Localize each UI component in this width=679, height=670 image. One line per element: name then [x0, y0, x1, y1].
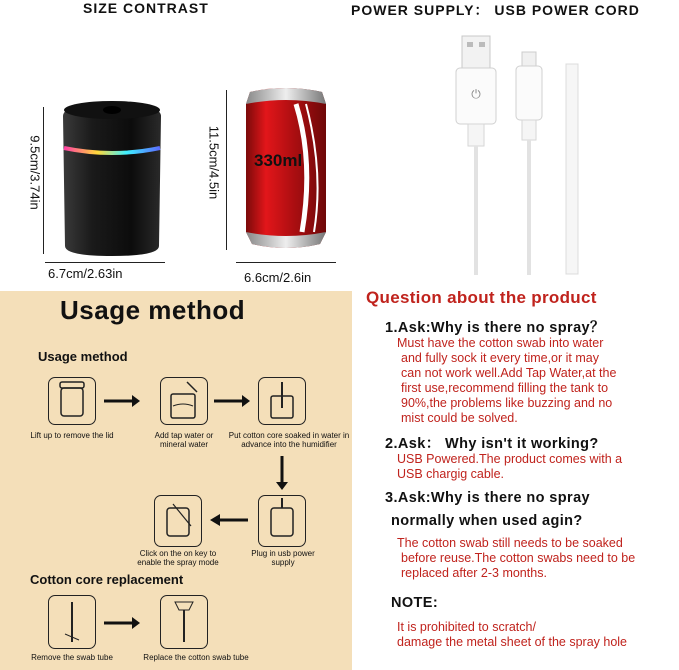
step-caption: Remove the swab tube — [31, 653, 113, 662]
faq-question-3-cont: normally when used agin? — [391, 513, 583, 529]
can-height-label: 11.5cm/4.5in — [206, 125, 222, 200]
step-replace-swab-icon — [160, 595, 208, 649]
faq-question-3: 3.Ask:Why is there no spray — [385, 490, 590, 506]
svg-text:⏻: ⏻ — [471, 87, 481, 101]
usage-method-panel — [0, 291, 352, 670]
size-contrast-header: SIZE CONTRAST — [83, 0, 209, 16]
can-height-line — [226, 90, 227, 250]
arrow-right-icon — [104, 395, 140, 407]
usage-section-title: Usage method — [38, 349, 128, 364]
device-height-line — [43, 107, 44, 254]
humidifier-image — [55, 96, 170, 261]
arrow-right-icon — [104, 617, 140, 629]
can-width-line — [236, 262, 336, 263]
step-remove-swab-icon — [48, 595, 96, 649]
step-remove-lid-icon — [48, 377, 96, 425]
step-caption: Lift up to remove the lid — [30, 431, 114, 440]
step-caption: Plug in usb power supply — [251, 549, 315, 567]
step-plug-usb-icon — [258, 495, 306, 547]
arrow-down-icon — [276, 456, 288, 490]
arrow-left-icon — [210, 514, 248, 526]
faq-answer-2: USB Powered.The product comes with a USB chargig cable. — [397, 452, 623, 481]
usage-title: Usage method — [60, 295, 246, 325]
faq-answer-1: Must have the cotton swab into water and fully sock it every time,or it may can not work well.Add Tap Water,at the first use,recommend filling the tank to 90%,the problems like buzzing and no mist could be solved. — [397, 336, 617, 425]
note-title: NOTE: — [391, 595, 439, 611]
can-width-label: 6.6cm/2.6in — [244, 270, 312, 285]
faq-question-2: 2.Ask： Why isn't it working? — [385, 436, 599, 452]
device-width-line — [45, 262, 165, 263]
note-text: It is prohibited to scratch/ damage the metal sheet of the spray hole — [397, 620, 628, 649]
device-width-label: 6.7cm/2.63in — [48, 266, 123, 281]
usb-cable-image — [440, 30, 580, 280]
power-supply-header: POWER SUPPLY： USB POWER CORD — [351, 2, 640, 18]
step-add-water-icon — [160, 377, 208, 425]
step-caption: Put cotton core soaked in water in advance into the humidifier — [228, 431, 350, 449]
faq-question-1: 1.Ask:Why is there no spray？ — [385, 320, 605, 336]
arrow-right-icon — [214, 395, 250, 407]
faq-answer-3: The cotton swab still needs to be soaked before reuse.The cotton swabs need to be replaced after 2-3 months. — [397, 536, 636, 580]
step-caption: Click on the on key to enable the spray mode — [137, 549, 219, 567]
step-caption: Replace the cotton swab tube — [143, 653, 249, 662]
replacement-section-title: Cotton core replacement — [30, 572, 184, 587]
step-spray-mode-icon — [154, 495, 202, 547]
can-volume-label: 330ml — [254, 151, 303, 170]
step-caption: Add tap water or mineral water — [154, 431, 214, 449]
device-height-label: 9.5cm/3.74in — [27, 135, 43, 210]
faq-title: Question about the product — [366, 288, 597, 307]
step-insert-core-icon — [258, 377, 306, 425]
